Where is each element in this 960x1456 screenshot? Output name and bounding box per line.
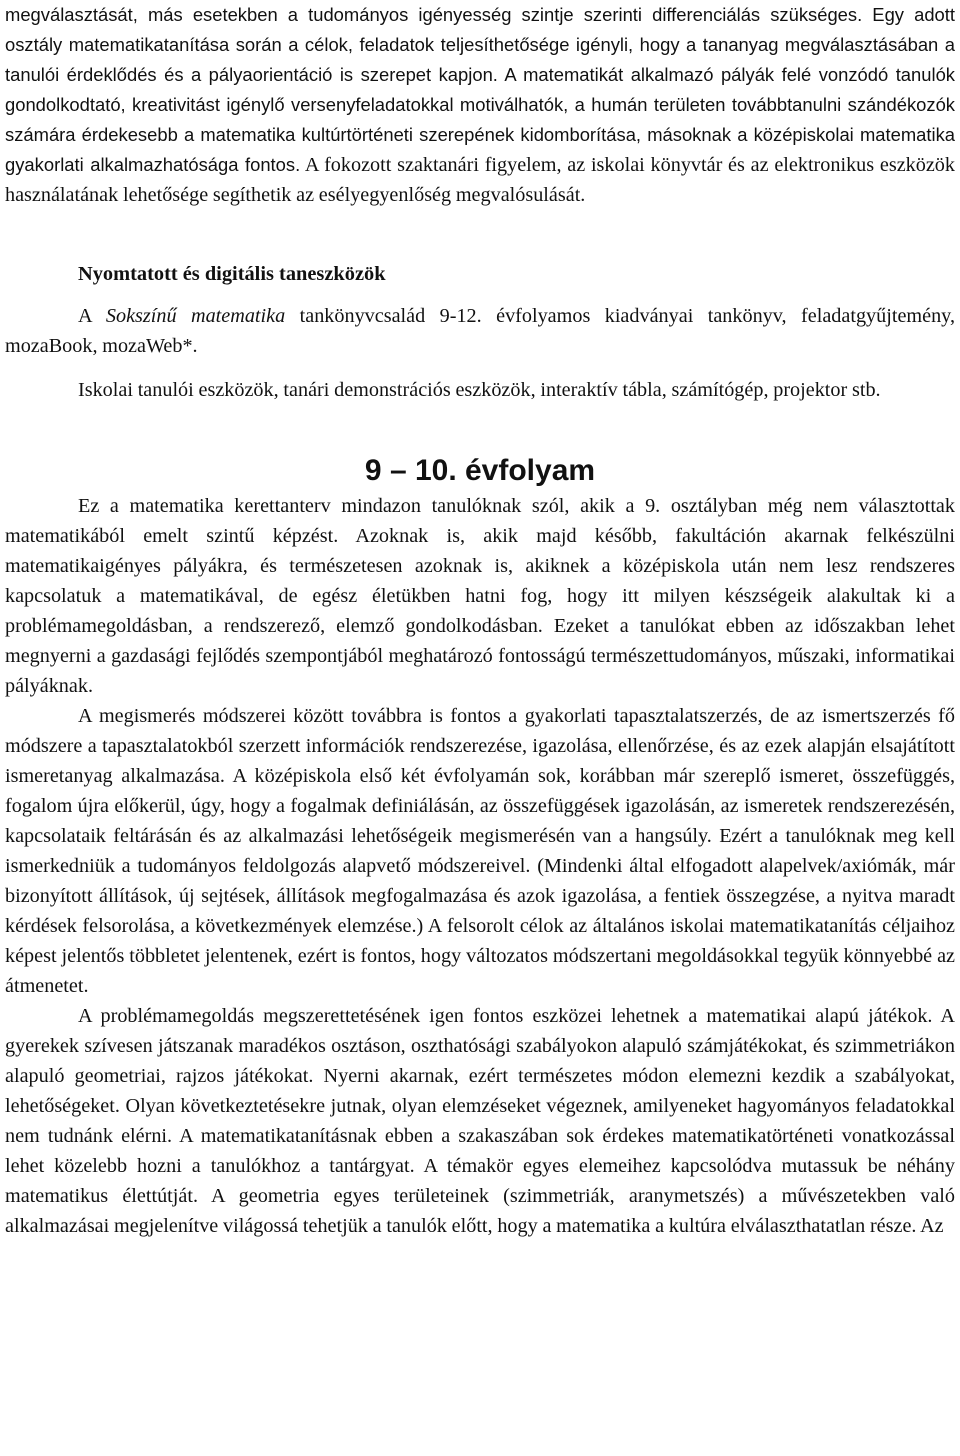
- tools-paragraph-1: [5, 301, 955, 361]
- tools-p1-rest: tankönyvcsalád 9-12. évfolyamos kiadványai tankönyv, feladatgyűjtemény, mozaBook, mozaWeb*.: [5, 305, 955, 357]
- tools-paragraph-2: Iskolai tanulói eszközök, tanári demonstrációs eszközök, interaktív tábla, számítógép, projektor stb.: [78, 379, 881, 401]
- intro-paragraph: [5, 0, 955, 210]
- intro-serif-text: A fokozott szaktanári figyelem, az iskolai könyvtár és az elektronikus eszközök használatának lehetősége segíthetik az esélyegyenlőség megvalósulását.: [5, 154, 955, 206]
- tools-section-title: Nyomtatott és digitális taneszközök: [78, 263, 386, 285]
- intro-sans-text: megválasztását, más esetekben a tudományos igényesség szintje szerinti differenciálás szükséges. Egy adott osztály matematikatanítása során a célok, feladatok teljesíthetősége igényli, hogy a tananyag megválasztásában a tanulói érdeklődés és a pályaorientáció is szerepet kapjon. A matematikát alkalmazó pályák felé vonzódó tanulók gondolkodtató, kreativitást igénylő versenyfeladatokkal motiválhatók, a humán területen továbbtanulni szándékozók számára érdekesebb a matematika kultúrtörténeti szerepének kidomborítása, másoknak a középiskolai matematika gyakorlati alkalmazhatósága fontos.: [5, 4, 955, 175]
- document-page: [5, 0, 955, 1241]
- grade-heading: 9 – 10. évfolyam: [364, 454, 596, 487]
- grade-paragraph-3: A problémamegoldás megszerettetésének igen fontos eszközei lehetnek a matematikai alapú játékok. A gyerekek szívesen játszanak maradékos osztáson, oszthatósági szabályokon alapuló számjátékokat, és szimmetriákon alapuló geometriai, rajzos játékokat. Nyerni akarnak, ezért természetes módon elemezni kezdik a szabályokat, lehetőségeket. Olyan következtetésekre jutnak, olyan elemzéseket végeznek, amilyeneket hagyományos feladatokkal nem tudnánk elérni. A matematikatanításnak ebben a szakaszában sok érdekes matematikatörténeti vonatkozással lehet közelebb hozni a tanulókhoz a tantárgyat. A témakör egyes elemeihez kapcsolódva mutassuk be néhány matematikus élettútját. A geometria egyes területeinek (szimmetriák, aranymetszés) a művészetekben való alkalmazásai megjelenítve világossá tehetjük a tanulók előtt, hogy a matematika a kultúra elválaszthatatlan része. Az: [5, 1005, 955, 1237]
- tools-p1-lead: A: [78, 305, 106, 327]
- grade-paragraph-1: Ez a matematika kerettanterv mindazon tanulóknak szól, akik a 9. osztályban még nem választottak matematikából emelt szintű képzést. Azoknak is, akik majd később, fakultáción akarnak felkészülni matematikaigényes pályákra, és természetesen azoknak is, akiknek a középiskola után nem lesz rendszeres kapcsolatuk a matematikával, de egész életükben hatni fog, hogy itt milyen készségeik alakultak ki a problémamegoldásban, a rendszerező, elemző gondolkodásban. Ezeket a tanulókat ebben az időszakban lehet megnyerni a gazdasági fejlődés szempontjából meghatározó fontosságú természettudományos, műszaki, informatikai pályáknak.: [5, 495, 955, 697]
- textbook-series-name: Sokszínű matematika: [105, 305, 286, 327]
- grade-paragraph-2: A megismerés módszerei között továbbra is fontos a gyakorlati tapasztalatszerzés, de az ismertszerzés fő módszere a tapasztalatokból szerzett információk rendszerezése, igazolása, ellenőrzése, és az ezek alapján elsajátított ismeretanyag alkalmazása. A középiskola első két évfolyamán sok, korábban már szereplő ismeret, összefüggés, fogalom újra előkerül, úgy, hogy a fogalmak definiálásán, az összefüggések igazolásán, az ismeretek rendszerezésén, kapcsolataik feltárásán és az alkalmazási lehetőségeik megismerésén van a hangsúly. Ezért a tanulóknak meg kell ismerkedniük a tudományos feldolgozás alapvető módszereivel. (Mindenki által elfogadott alapelvek/axiómák, már bizonyított állítások, új sejtések, állítások megfogalmazása és azok igazolása, a fentiek összegzése, a nyitva maradt kérdések felsorolása, a következmények elemzése.) A felsorolt célok az általános iskolai matematikatanítás céljaihoz képest jelentős többletet jelentenek, ezért is fontos, hogy változatos módszertani megoldásokkal tegyük könnyebbé az átmenetet.: [5, 705, 955, 997]
